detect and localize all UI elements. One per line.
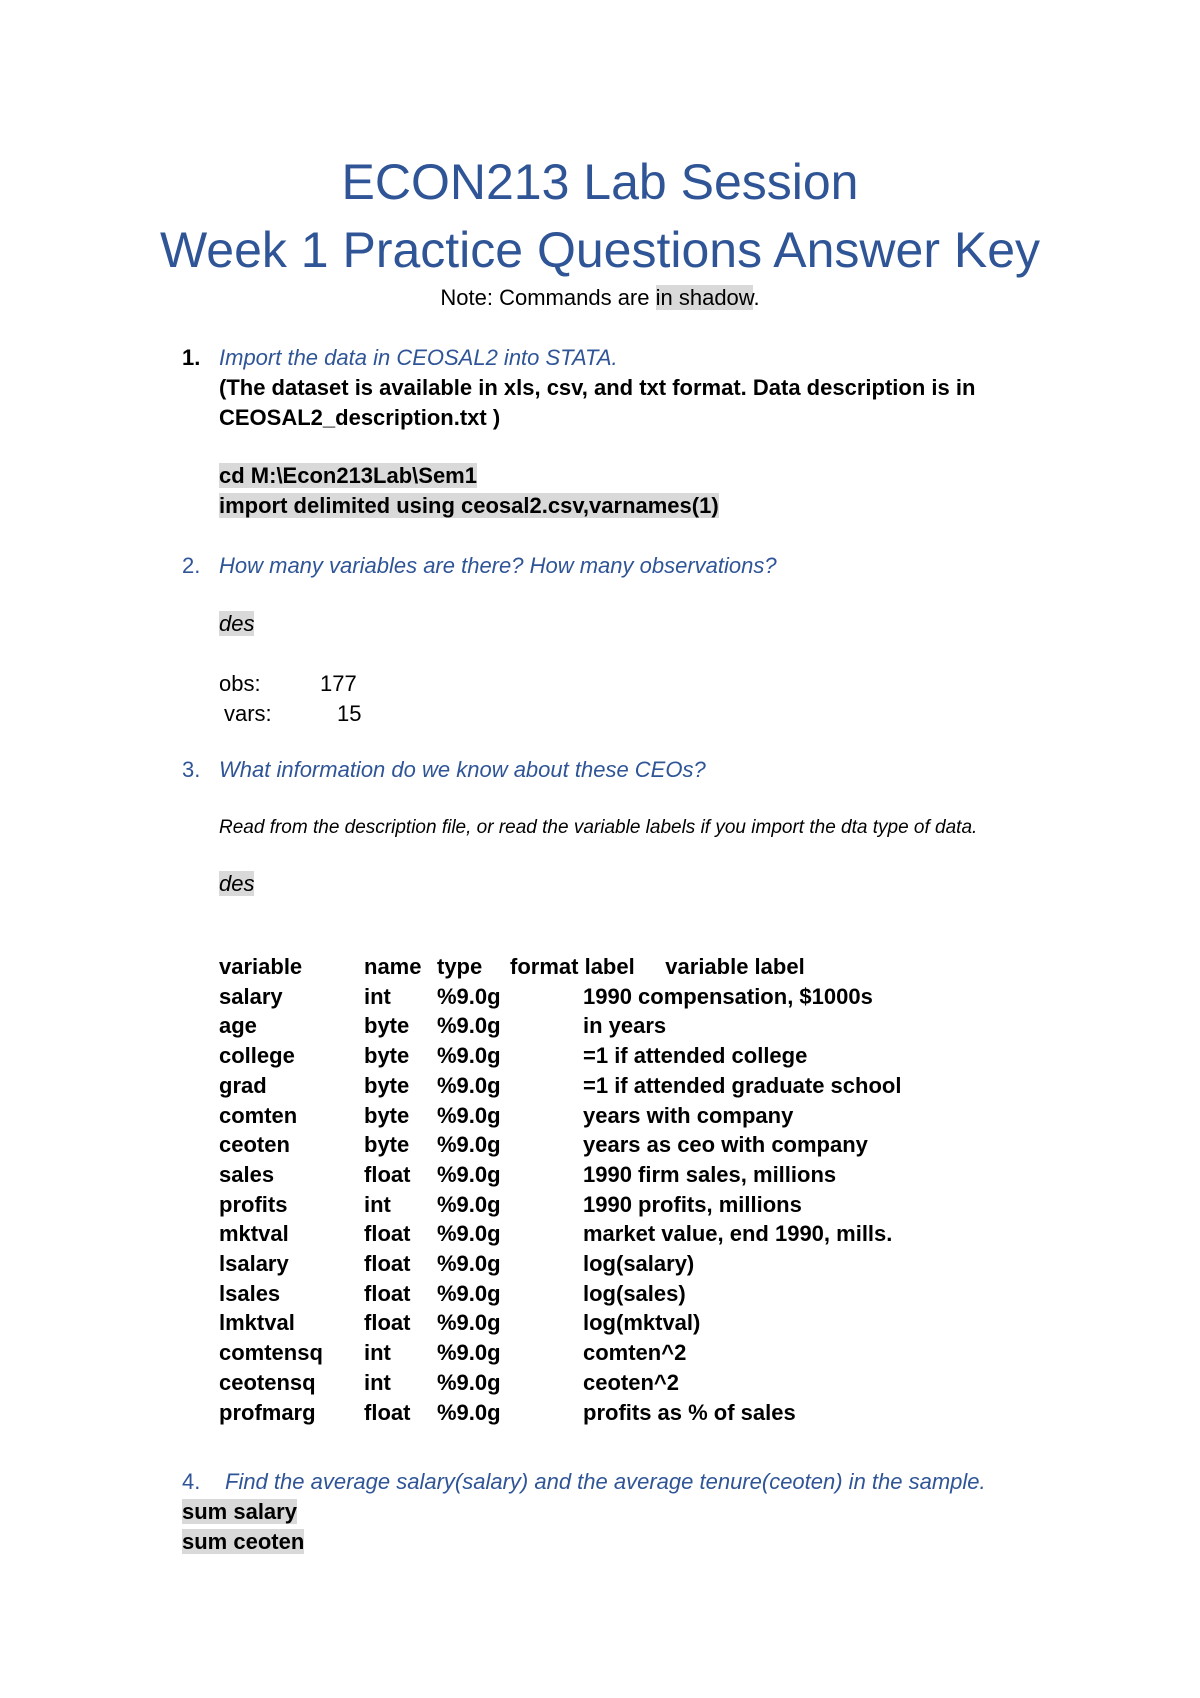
- cell-format: %9.0g: [437, 1132, 501, 1158]
- header-type: type: [437, 954, 483, 979]
- table-row: [219, 1101, 901, 1131]
- cell-label: comten^2: [583, 1340, 687, 1366]
- cell-format: %9.0g: [437, 1043, 501, 1069]
- cell-type: float: [364, 1280, 411, 1306]
- q2-obs-label: obs:: [219, 671, 261, 696]
- table-row: [219, 1160, 901, 1190]
- header-format: format: [510, 954, 579, 979]
- cell-type: int: [364, 1340, 391, 1366]
- table-row: [219, 1398, 901, 1428]
- cell-format: %9.0g: [437, 1102, 501, 1128]
- cell-label: log(sales): [583, 1280, 686, 1306]
- cell-variable: ceoten: [219, 1132, 290, 1158]
- q2-question: How many variables are there? How many observations?: [219, 553, 777, 578]
- cell-variable: ceotensq: [219, 1369, 316, 1395]
- q3-command: des: [219, 871, 255, 896]
- q2-obs-value: 177: [320, 671, 357, 696]
- table-row: [219, 1190, 901, 1220]
- page-subtitle: Week 1 Practice Questions Answer Key: [159, 222, 1041, 278]
- cell-label: profits as % of sales: [583, 1399, 796, 1425]
- cell-format: %9.0g: [437, 1310, 501, 1336]
- q2-number: 2.: [182, 553, 201, 578]
- cell-label: ceoten^2: [583, 1369, 679, 1395]
- cell-variable: grad: [219, 1072, 267, 1098]
- header-variable-label: variable label: [665, 954, 805, 979]
- cell-format: %9.0g: [437, 1340, 501, 1366]
- q1-number: 1.: [182, 345, 201, 370]
- cell-label: market value, end 1990, mills.: [583, 1221, 893, 1247]
- header-label: label: [584, 954, 635, 979]
- cell-variable: lsalary: [219, 1251, 289, 1277]
- cell-variable: lmktval: [219, 1310, 295, 1336]
- q1-command-import: import delimited using ceosal2.csv,varnames(1): [219, 493, 719, 518]
- table-row: [219, 1130, 901, 1160]
- cell-variable: lsales: [219, 1280, 281, 1306]
- cell-format: %9.0g: [437, 1013, 501, 1039]
- q4-question: Find the average salary(salary) and the average tenure(ceoten) in the sample.: [225, 1469, 986, 1494]
- q2-vars-label: vars:: [224, 701, 272, 726]
- cell-type: byte: [364, 1043, 410, 1069]
- q1-command-cd: cd M:\Econ213Lab\Sem1: [219, 463, 477, 488]
- q3-hint: Read from the description file, or read the variable labels if you import the dta type of data.: [219, 817, 978, 838]
- cell-variable: comten: [219, 1102, 298, 1128]
- cell-type: int: [364, 1191, 391, 1217]
- header-format-label: [510, 952, 901, 982]
- q2-command: des: [219, 611, 255, 636]
- variables-table: [219, 952, 901, 1427]
- q1-question: Import the data in CEOSAL2 into STATA.: [219, 345, 618, 370]
- cell-variable: sales: [219, 1161, 275, 1187]
- header-variable: variable: [219, 954, 303, 979]
- cell-variable: profits: [219, 1191, 288, 1217]
- cell-type: float: [364, 1399, 411, 1425]
- cell-variable: college: [219, 1043, 295, 1069]
- table-row: [219, 1308, 901, 1338]
- cell-format: %9.0g: [437, 1072, 501, 1098]
- cell-format: %9.0g: [437, 1251, 501, 1277]
- cell-type: int: [364, 1369, 391, 1395]
- table-row: [219, 1338, 901, 1368]
- cell-variable: mktval: [219, 1221, 289, 1247]
- table-row: [219, 1368, 901, 1398]
- cell-type: float: [364, 1310, 411, 1336]
- cell-type: float: [364, 1251, 411, 1277]
- table-row: [219, 1279, 901, 1309]
- cell-label: in years: [583, 1013, 667, 1039]
- cell-type: byte: [364, 1102, 410, 1128]
- q3-question: What information do we know about these CEOs?: [219, 757, 706, 782]
- cell-variable: age: [219, 1013, 257, 1039]
- cell-format: %9.0g: [437, 983, 501, 1009]
- cell-label: 1990 compensation, $1000s: [583, 983, 873, 1009]
- q4-command-sum-ceoten: sum ceoten: [182, 1529, 305, 1554]
- header-name: name: [364, 954, 422, 979]
- table-row: [219, 982, 901, 1012]
- cell-label: log(mktval): [583, 1310, 701, 1336]
- q2-vars-value: 15: [337, 701, 362, 726]
- cell-label: 1990 firm sales, millions: [583, 1161, 837, 1187]
- table-row: [219, 1011, 901, 1041]
- cell-variable: profmarg: [219, 1399, 316, 1425]
- q4-command-sum-salary: sum salary: [182, 1499, 297, 1524]
- cell-variable: comtensq: [219, 1340, 323, 1366]
- cell-label: years as ceo with company: [583, 1132, 868, 1158]
- cell-format: %9.0g: [437, 1399, 501, 1425]
- cell-type: byte: [364, 1072, 410, 1098]
- cell-format: %9.0g: [437, 1221, 501, 1247]
- q1-detail-line1: (The dataset is available in xls, csv, and txt format. Data description is in: [219, 375, 976, 400]
- cell-label: =1 if attended college: [583, 1043, 808, 1069]
- table-row: [219, 1249, 901, 1279]
- cell-label: log(salary): [583, 1251, 695, 1277]
- table-row: [219, 1219, 901, 1249]
- table-row: [219, 1041, 901, 1071]
- note-shaded: in shadow: [655, 285, 754, 310]
- note-line: [0, 284, 1200, 312]
- cell-type: byte: [364, 1132, 410, 1158]
- q3-number: 3.: [182, 757, 201, 782]
- cell-format: %9.0g: [437, 1191, 501, 1217]
- cell-label: years with company: [583, 1102, 794, 1128]
- note-suffix: .: [753, 285, 760, 310]
- cell-variable: salary: [219, 983, 283, 1009]
- q1-detail-line2: CEOSAL2_description.txt ): [219, 405, 501, 430]
- note-prefix: Note: Commands are: [440, 285, 656, 310]
- cell-format: %9.0g: [437, 1161, 501, 1187]
- cell-label: =1 if attended graduate school: [583, 1072, 902, 1098]
- cell-format: %9.0g: [437, 1280, 501, 1306]
- cell-format: %9.0g: [437, 1369, 501, 1395]
- cell-type: byte: [364, 1013, 410, 1039]
- cell-label: 1990 profits, millions: [583, 1191, 802, 1217]
- q4-number: 4.: [182, 1469, 201, 1494]
- table-header-row: [219, 952, 901, 982]
- table-row: [219, 1071, 901, 1101]
- page-title: ECON213 Lab Session: [341, 154, 859, 210]
- cell-type: float: [364, 1161, 411, 1187]
- cell-type: float: [364, 1221, 411, 1247]
- cell-type: int: [364, 983, 391, 1009]
